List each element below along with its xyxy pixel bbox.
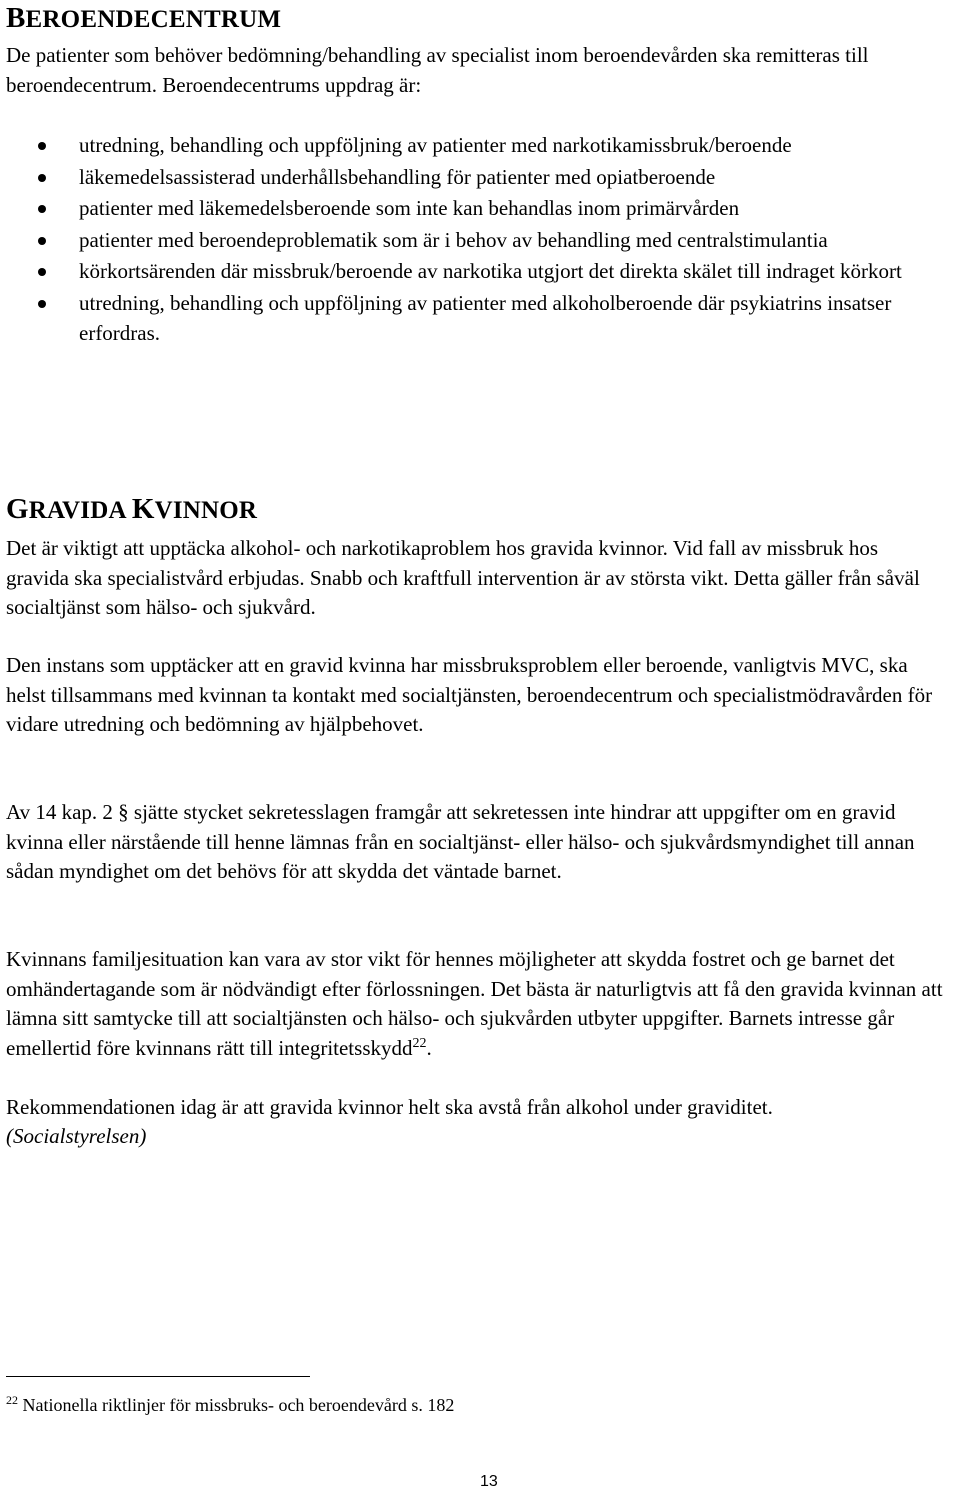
paragraph-instans: Den instans som upptäcker att en gravid kvinna har missbruksproblem eller beroende, vanligtvis MVC, ska helst tillsammans med kvinnan ta kontakt med socialtjänsten, beroendecentrum och specialistmödravården för vidare utredning och bedömning av hjälpbehovet.: [6, 653, 933, 737]
list-item: körkortsärenden där missbruk/beroende av narkotika utgjort det direkta skälet till indraget körkort: [6, 257, 941, 287]
section-title-gravida-kvinnor: GRAVIDA KVINNOR: [6, 493, 258, 525]
section-title-beroendecentrum: BEROENDECENTRUM: [6, 2, 282, 34]
list-item: läkemedelsassisterad underhållsbehandling för patienter med opiatberoende: [6, 163, 941, 193]
list-item: patienter med läkemedelsberoende som inte kan behandlas inom primärvården: [6, 194, 941, 224]
footnote-divider: [6, 1376, 310, 1377]
paragraph-familjesituation: Kvinnans familjesituation kan vara av stor vikt för hennes möjligheter att skydda fostret och ge barnet det omhändertagande som är nödvändigt efter förlossningen. Det bästa är naturligtvis att få den gravida kvinnan att lämna sitt samtycke till att socialtjänsten och hälso- och sjukvården utbyter uppgifter. Barnets intresse går emellertid före kvinnans rätt till integritetsskydd$^{22}$.: [6, 947, 943, 1060]
paragraph-sekretess: Av 14 kap. 2 § sjätte stycket sekretesslagen framgår att sekretessen inte hindrar att uppgifter om en gravid kvinna eller närstående till henne lämnas från en socialtjänst- eller hälso- och sjukvårdsmyndighet till annan sådan myndighet om det behövs för att skydda det väntade barnet.: [6, 800, 915, 884]
paragraph-rekommendation: Rekommendationen idag är att gravida kvinnor helt ska avstå från alkohol under graviditet.: [6, 1095, 773, 1119]
intro-paragraph: De patienter som behöver bedömning/behandling av specialist inom beroendevården ska remitteras till beroendecentrum. Beroendecentrums uppdrag är:: [6, 43, 869, 97]
bullet-icon: [38, 142, 46, 150]
list-item: patienter med beroendeproblematik som är i behov av behandling med centralstimulantia: [6, 226, 941, 256]
bullet-icon: [38, 237, 46, 245]
bullet-icon: [38, 300, 46, 308]
footnote-reference: 22: [412, 1035, 427, 1051]
bullet-icon: [38, 205, 46, 213]
mission-list: [6, 131, 941, 350]
list-item: utredning, behandling och uppföljning av patienter med alkoholberoende där psykiatrins insatser erfordras.: [6, 289, 941, 348]
bullet-icon: [38, 268, 46, 276]
bullet-icon: [38, 174, 46, 182]
page-number: 13: [480, 1473, 498, 1490]
list-item: utredning, behandling och uppföljning av patienter med narkotikamissbruk/beroende: [6, 131, 941, 161]
paragraph-early-detection: Det är viktigt att upptäcka alkohol- och narkotikaproblem hos gravida kvinnor. Vid fall av missbruk hos gravida ska specialistvård erbjudas. Snabb och kraftfull intervention är av största vikt. Detta gäller från såväl socialtjänst som hälso- och sjukvård.: [6, 536, 920, 620]
source-citation: (Socialstyrelsen): [6, 1124, 147, 1148]
footnote: $^{22}$ Nationella riktlinjer för missbruks- och beroendevård s. 182: [6, 1393, 455, 1415]
